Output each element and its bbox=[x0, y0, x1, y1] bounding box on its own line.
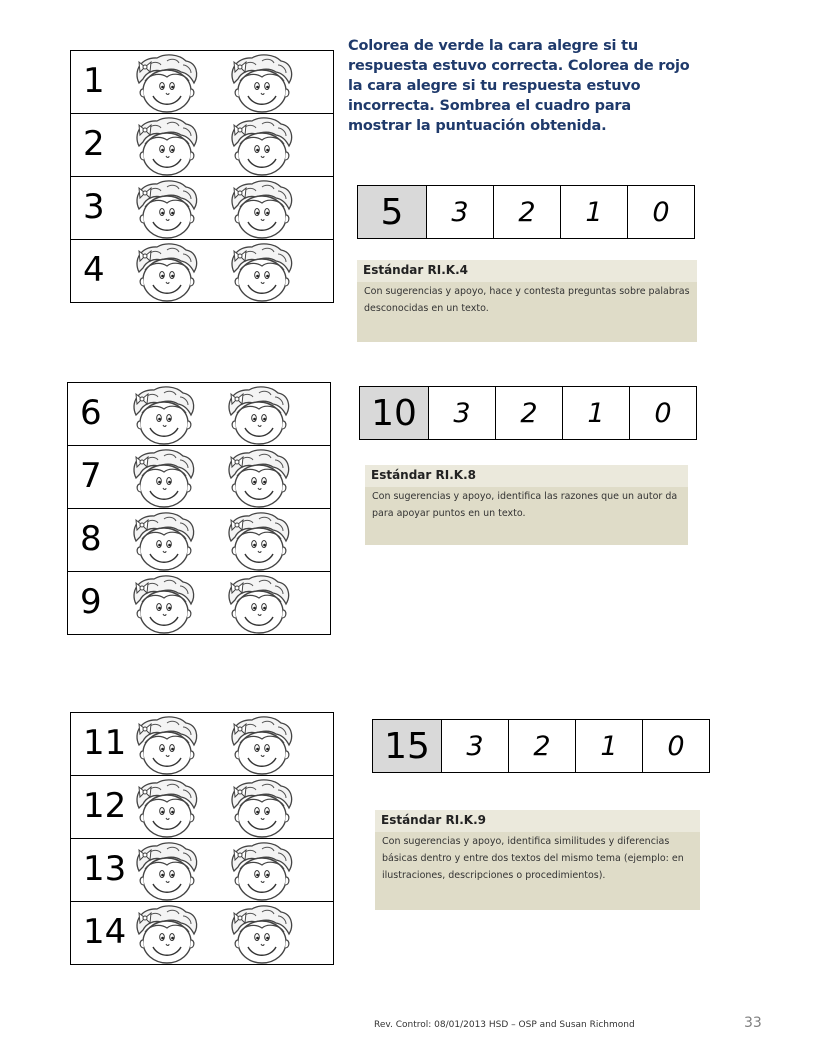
table-row bbox=[71, 776, 334, 839]
table-row bbox=[68, 509, 331, 572]
smiley-face-icon[interactable] bbox=[128, 511, 198, 573]
score-option-1[interactable]: 1 bbox=[563, 387, 630, 440]
score-option-3[interactable]: 3 bbox=[429, 387, 496, 440]
table-row bbox=[71, 114, 334, 177]
standard-box-2 bbox=[365, 465, 688, 545]
face-table-1 bbox=[70, 50, 334, 303]
smiley-face-icon[interactable] bbox=[131, 904, 201, 966]
row-number: 8 bbox=[80, 519, 102, 559]
smiley-face-icon[interactable] bbox=[226, 242, 296, 304]
smiley-face-icon[interactable] bbox=[226, 778, 296, 840]
row-number: 4 bbox=[83, 250, 105, 290]
row-number: 14 bbox=[83, 912, 127, 952]
score-total: 15 bbox=[373, 720, 442, 773]
table-row bbox=[68, 572, 331, 635]
score-option-0[interactable]: 0 bbox=[628, 186, 695, 239]
score-option-3[interactable]: 3 bbox=[442, 720, 509, 773]
standard-title: Estándar RI.K.8 bbox=[365, 465, 688, 487]
table-row bbox=[71, 839, 334, 902]
smiley-face-icon[interactable] bbox=[226, 179, 296, 241]
instructions-text: Colorea de verde la cara alegre si tu respuesta estuvo correcta. Colorea de rojo la cara alegre si tu respuesta estuvo incorrecta. Sombrea el cuadro para mostrar la puntuación obtenida. bbox=[348, 38, 690, 134]
smiley-face-icon[interactable] bbox=[226, 116, 296, 178]
score-box-1 bbox=[357, 185, 695, 239]
table-row bbox=[71, 713, 334, 776]
smiley-face-icon[interactable] bbox=[226, 904, 296, 966]
row-number: 13 bbox=[83, 849, 127, 889]
smiley-face-icon[interactable] bbox=[131, 53, 201, 115]
table-row bbox=[71, 240, 334, 303]
score-option-1[interactable]: 1 bbox=[561, 186, 628, 239]
row-number: 12 bbox=[83, 786, 127, 826]
smiley-face-icon[interactable] bbox=[223, 385, 293, 447]
score-total: 10 bbox=[360, 387, 429, 440]
standard-text: Con sugerencias y apoyo, identifica similitudes y diferencias básicas dentro y entre dos textos del mismo tema (ejemplo: en ilustraciones, descripciones o procedimientos). bbox=[382, 836, 684, 881]
row-number: 3 bbox=[83, 187, 105, 227]
face-table-3 bbox=[70, 712, 334, 965]
row-number: 7 bbox=[80, 456, 102, 496]
standard-text: Con sugerencias y apoyo, identifica las razones que un autor da para apoyar puntos en un texto. bbox=[372, 491, 678, 519]
smiley-face-icon[interactable] bbox=[131, 715, 201, 777]
score-total: 5 bbox=[358, 186, 427, 239]
row-number: 11 bbox=[83, 723, 127, 763]
row-number: 6 bbox=[80, 393, 102, 433]
row-number: 9 bbox=[80, 582, 102, 622]
score-option-2[interactable]: 2 bbox=[509, 720, 576, 773]
smiley-face-icon[interactable] bbox=[128, 385, 198, 447]
smiley-face-icon[interactable] bbox=[131, 242, 201, 304]
smiley-face-icon[interactable] bbox=[131, 116, 201, 178]
row-number: 1 bbox=[83, 61, 105, 101]
standard-box-3 bbox=[375, 810, 700, 910]
standard-title: Estándar RI.K.9 bbox=[375, 810, 700, 832]
smiley-face-icon[interactable] bbox=[226, 53, 296, 115]
score-option-0[interactable]: 0 bbox=[643, 720, 710, 773]
score-option-2[interactable]: 2 bbox=[494, 186, 561, 239]
page-number: 33 bbox=[744, 1015, 762, 1031]
standard-text: Con sugerencias y apoyo, hace y contesta preguntas sobre palabras desconocidas en un texto. bbox=[364, 286, 690, 314]
smiley-face-icon[interactable] bbox=[226, 715, 296, 777]
footer-revision: Rev. Control: 08/01/2013 HSD – OSP and Susan Richmond bbox=[374, 1020, 635, 1030]
smiley-face-icon[interactable] bbox=[223, 574, 293, 636]
standard-box-1 bbox=[357, 260, 697, 342]
score-option-3[interactable]: 3 bbox=[427, 186, 494, 239]
smiley-face-icon[interactable] bbox=[223, 511, 293, 573]
row-number: 2 bbox=[83, 124, 105, 164]
score-box-3 bbox=[372, 719, 710, 773]
smiley-face-icon[interactable] bbox=[131, 778, 201, 840]
score-box-2 bbox=[359, 386, 697, 440]
score-option-2[interactable]: 2 bbox=[496, 387, 563, 440]
table-row bbox=[71, 902, 334, 965]
smiley-face-icon[interactable] bbox=[128, 574, 198, 636]
score-option-0[interactable]: 0 bbox=[630, 387, 697, 440]
table-row bbox=[68, 383, 331, 446]
score-option-1[interactable]: 1 bbox=[576, 720, 643, 773]
smiley-face-icon[interactable] bbox=[223, 448, 293, 510]
smiley-face-icon[interactable] bbox=[226, 841, 296, 903]
smiley-face-icon[interactable] bbox=[131, 179, 201, 241]
smiley-face-icon[interactable] bbox=[131, 841, 201, 903]
standard-title: Estándar RI.K.4 bbox=[357, 260, 697, 282]
smiley-face-icon[interactable] bbox=[128, 448, 198, 510]
face-table-2 bbox=[67, 382, 331, 635]
table-row bbox=[71, 51, 334, 114]
table-row bbox=[71, 177, 334, 240]
table-row bbox=[68, 446, 331, 509]
